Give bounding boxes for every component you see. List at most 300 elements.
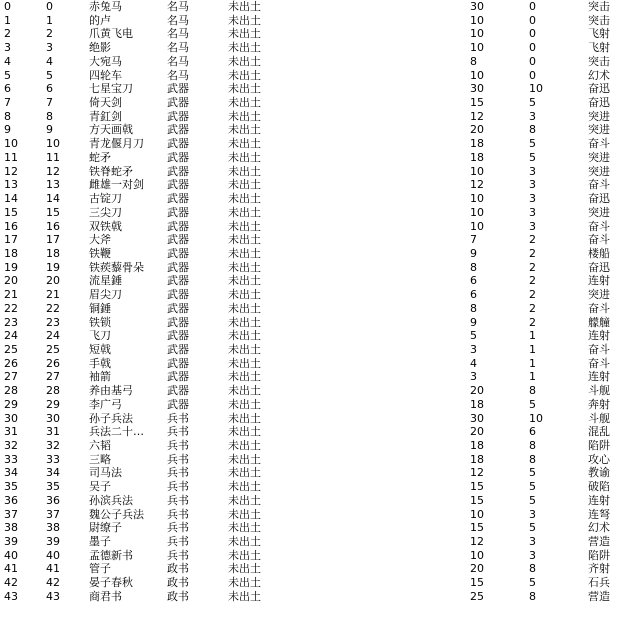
item-type: 武器 xyxy=(167,356,189,370)
item-name: 爪黄飞电 xyxy=(89,27,133,41)
row-index: 35 xyxy=(4,480,18,494)
item-status: 未出土 xyxy=(228,301,261,315)
item-value-1: 20 xyxy=(470,384,484,398)
row-index: 32 xyxy=(4,439,18,452)
item-value-2: 2 xyxy=(529,315,536,329)
row-index: 2 xyxy=(4,27,11,41)
item-status: 未出土 xyxy=(228,507,261,521)
row-index: 31 xyxy=(4,425,18,439)
item-name: 三尖刀 xyxy=(89,205,122,219)
item-skill: 奋斗 xyxy=(588,342,610,356)
item-type: 武器 xyxy=(167,370,189,384)
item-skill: 突击 xyxy=(588,54,610,68)
item-value-2: 0 xyxy=(529,54,536,68)
table-row[interactable] xyxy=(0,165,633,179)
item-type: 名马 xyxy=(167,68,189,82)
item-type: 兵书 xyxy=(167,507,189,521)
item-value-1: 15 xyxy=(470,576,484,590)
item-type: 武器 xyxy=(167,246,189,260)
item-name: 飞刀 xyxy=(89,329,111,343)
item-status: 未出土 xyxy=(228,27,261,41)
item-skill: 突进 xyxy=(588,205,610,219)
row-index: 14 xyxy=(4,192,18,206)
item-status: 未出土 xyxy=(228,0,261,13)
item-status: 未出土 xyxy=(228,164,261,178)
item-status: 未出土 xyxy=(228,329,261,343)
item-value-1: 10 xyxy=(470,41,484,55)
item-skill: 连射 xyxy=(588,329,610,343)
item-value-1: 10 xyxy=(470,205,484,219)
item-value-1: 12 xyxy=(470,109,484,123)
item-status: 未出土 xyxy=(228,342,261,356)
item-type: 政书 xyxy=(167,576,189,590)
item-status: 未出土 xyxy=(228,192,261,206)
item-name: 魏公子兵法 xyxy=(89,507,144,521)
item-id: 31 xyxy=(46,425,60,439)
item-value-1: 15 xyxy=(470,521,484,535)
item-status: 未出土 xyxy=(228,68,261,82)
item-value-1: 10 xyxy=(470,548,484,562)
item-name: 绝影 xyxy=(89,41,111,55)
row-index: 36 xyxy=(4,493,18,507)
row-index: 15 xyxy=(4,205,18,219)
item-skill: 奋斗 xyxy=(588,178,610,192)
row-index: 20 xyxy=(4,274,18,288)
item-value-1: 10 xyxy=(470,507,484,521)
item-value-1: 20 xyxy=(470,562,484,576)
item-id: 34 xyxy=(46,466,60,480)
item-name: 蛇矛 xyxy=(89,150,111,164)
item-status: 未出土 xyxy=(228,370,261,384)
item-id: 10 xyxy=(46,137,60,151)
item-value-1: 15 xyxy=(470,493,484,507)
item-name: 的卢 xyxy=(89,13,111,27)
item-id: 30 xyxy=(46,411,60,425)
item-status: 未出土 xyxy=(228,219,261,233)
item-value-2: 3 xyxy=(529,548,536,562)
item-type: 名马 xyxy=(167,13,189,27)
item-name: 六韬 xyxy=(89,439,111,452)
table-row[interactable] xyxy=(0,590,633,604)
item-id: 39 xyxy=(46,535,60,549)
table-row[interactable] xyxy=(0,562,633,576)
row-index: 9 xyxy=(4,123,11,137)
item-value-2: 5 xyxy=(529,493,536,507)
item-name: 李广弓 xyxy=(89,397,122,411)
item-value-2: 2 xyxy=(529,246,536,260)
table-row[interactable] xyxy=(0,535,633,549)
table-row[interactable] xyxy=(0,123,633,137)
item-skill: 突击 xyxy=(588,13,610,27)
item-skill: 奋斗 xyxy=(588,233,610,247)
row-index: 11 xyxy=(4,150,18,164)
table-row[interactable] xyxy=(0,192,633,206)
table-row[interactable] xyxy=(0,549,633,563)
item-id: 8 xyxy=(46,109,53,123)
item-status: 未出土 xyxy=(228,480,261,494)
item-skill: 斗舰 xyxy=(588,411,610,425)
item-value-2: 8 xyxy=(529,439,536,452)
item-status: 未出土 xyxy=(228,315,261,329)
item-status: 未出土 xyxy=(228,452,261,466)
item-name: 铁蒺藜骨朵 xyxy=(89,260,144,274)
item-value-2: 5 xyxy=(529,96,536,110)
row-index: 8 xyxy=(4,109,11,123)
item-type: 武器 xyxy=(167,82,189,96)
item-skill: 连射 xyxy=(588,274,610,288)
item-id: 29 xyxy=(46,397,60,411)
table-row[interactable] xyxy=(0,220,633,234)
item-status: 未出土 xyxy=(228,205,261,219)
item-value-2: 3 xyxy=(529,192,536,206)
table-row[interactable] xyxy=(0,247,633,261)
item-value-2: 3 xyxy=(529,535,536,549)
item-skill: 破陷 xyxy=(588,480,610,494)
item-skill: 石兵 xyxy=(588,576,610,590)
item-type: 武器 xyxy=(167,233,189,247)
row-index: 26 xyxy=(4,356,18,370)
item-skill: 奋斗 xyxy=(588,301,610,315)
item-status: 未出土 xyxy=(228,137,261,151)
item-type: 兵书 xyxy=(167,480,189,494)
item-status: 未出土 xyxy=(228,178,261,192)
item-name: 铁锁 xyxy=(89,315,111,329)
table-row[interactable] xyxy=(0,370,633,384)
item-name: 铜錘 xyxy=(89,301,111,315)
item-name: 司马法 xyxy=(89,466,122,480)
item-skill: 突进 xyxy=(588,288,610,302)
item-type: 武器 xyxy=(167,260,189,274)
item-value-2: 1 xyxy=(529,329,536,343)
row-index: 43 xyxy=(4,589,18,603)
item-status: 未出土 xyxy=(228,576,261,590)
table-row[interactable] xyxy=(0,521,633,535)
item-status: 未出土 xyxy=(228,411,261,425)
item-value-1: 8 xyxy=(470,260,477,274)
table-row[interactable] xyxy=(0,425,633,439)
table-row[interactable] xyxy=(0,466,633,480)
item-id: 6 xyxy=(46,82,53,96)
item-name: 短戟 xyxy=(89,342,111,356)
item-type: 政书 xyxy=(167,562,189,576)
item-id: 5 xyxy=(46,68,53,82)
item-type: 兵书 xyxy=(167,535,189,549)
item-type: 兵书 xyxy=(167,493,189,507)
item-status: 未出土 xyxy=(228,493,261,507)
item-id: 7 xyxy=(46,96,53,110)
item-name: 墨子 xyxy=(89,535,111,549)
item-id: 21 xyxy=(46,288,60,302)
table-row[interactable] xyxy=(0,178,633,192)
item-value-1: 20 xyxy=(470,123,484,137)
item-name: 孟德新书 xyxy=(89,548,133,562)
item-type: 兵书 xyxy=(167,521,189,535)
item-skill: 连弩 xyxy=(588,507,610,521)
item-skill: 奋迅 xyxy=(588,192,610,206)
row-index: 18 xyxy=(4,246,18,260)
item-id: 1 xyxy=(46,13,53,27)
table-row[interactable] xyxy=(0,96,633,110)
table-row[interactable] xyxy=(0,357,633,371)
table-row[interactable] xyxy=(0,439,633,453)
item-value-1: 18 xyxy=(470,452,484,466)
item-value-1: 18 xyxy=(470,137,484,151)
item-skill: 突进 xyxy=(588,150,610,164)
item-value-2: 1 xyxy=(529,370,536,384)
item-value-2: 1 xyxy=(529,342,536,356)
item-value-1: 18 xyxy=(470,397,484,411)
item-name: 铁脊蛇矛 xyxy=(89,164,133,178)
item-value-1: 5 xyxy=(470,329,477,343)
item-value-1: 12 xyxy=(470,535,484,549)
item-name: 方天画戟 xyxy=(89,123,133,137)
table-row[interactable] xyxy=(0,69,633,83)
row-index: 10 xyxy=(4,137,18,151)
row-index: 16 xyxy=(4,219,18,233)
item-id: 15 xyxy=(46,205,60,219)
item-name: 倚天剑 xyxy=(89,96,122,110)
item-value-2: 0 xyxy=(529,68,536,82)
item-name: 养由基弓 xyxy=(89,384,133,398)
table-row[interactable] xyxy=(0,0,633,14)
item-name: 管子 xyxy=(89,562,111,576)
row-index: 38 xyxy=(4,521,18,535)
item-value-2: 0 xyxy=(529,27,536,41)
item-value-2: 2 xyxy=(529,288,536,302)
table-row[interactable] xyxy=(0,233,633,247)
item-name: 雌雄一对剑 xyxy=(89,178,144,192)
item-skill: 突进 xyxy=(588,109,610,123)
item-status: 未出土 xyxy=(228,96,261,110)
item-status: 未出土 xyxy=(228,589,261,603)
item-value-1: 6 xyxy=(470,288,477,302)
table-row[interactable] xyxy=(0,206,633,220)
table-row[interactable] xyxy=(0,137,633,151)
item-value-1: 9 xyxy=(470,315,477,329)
item-status: 未出土 xyxy=(228,466,261,480)
item-skill: 齐射 xyxy=(588,562,610,576)
item-value-2: 3 xyxy=(529,205,536,219)
item-type: 武器 xyxy=(167,205,189,219)
item-name: 大斧 xyxy=(89,233,111,247)
row-index: 30 xyxy=(4,411,18,425)
item-value-2: 5 xyxy=(529,521,536,535)
item-id: 32 xyxy=(46,439,60,452)
item-type: 武器 xyxy=(167,288,189,302)
row-index: 5 xyxy=(4,68,11,82)
table-row[interactable] xyxy=(0,480,633,494)
row-index: 29 xyxy=(4,397,18,411)
item-id: 2 xyxy=(46,27,53,41)
item-name: 孙滨兵法 xyxy=(89,493,133,507)
item-name: 晏子春秋 xyxy=(89,576,133,590)
row-index: 1 xyxy=(4,13,11,27)
item-value-2: 3 xyxy=(529,219,536,233)
item-skill: 奋迅 xyxy=(588,96,610,110)
item-type: 政书 xyxy=(167,589,189,603)
table-row[interactable] xyxy=(0,274,633,288)
item-id: 26 xyxy=(46,356,60,370)
row-index: 41 xyxy=(4,562,18,576)
item-status: 未出土 xyxy=(228,274,261,288)
item-value-2: 8 xyxy=(529,562,536,576)
item-id: 12 xyxy=(46,164,60,178)
item-value-2: 6 xyxy=(529,425,536,439)
item-value-1: 4 xyxy=(470,356,477,370)
item-type: 武器 xyxy=(167,329,189,343)
item-id: 3 xyxy=(46,41,53,55)
item-id: 27 xyxy=(46,370,60,384)
item-type: 武器 xyxy=(167,164,189,178)
item-skill: 艨艟 xyxy=(588,315,610,329)
table-row[interactable] xyxy=(0,82,633,96)
table-row[interactable] xyxy=(0,151,633,165)
item-type: 武器 xyxy=(167,384,189,398)
row-index: 25 xyxy=(4,342,18,356)
item-skill: 攻心 xyxy=(588,452,610,466)
item-value-2: 8 xyxy=(529,452,536,466)
item-name: 大宛马 xyxy=(89,54,122,68)
item-status: 未出土 xyxy=(228,384,261,398)
item-value-2: 3 xyxy=(529,109,536,123)
item-id: 19 xyxy=(46,260,60,274)
item-skill: 陷阱 xyxy=(588,439,610,452)
item-name: 赤兔马 xyxy=(89,0,122,13)
item-skill: 连射 xyxy=(588,493,610,507)
item-value-1: 10 xyxy=(470,219,484,233)
item-type: 武器 xyxy=(167,397,189,411)
item-value-1: 3 xyxy=(470,370,477,384)
table-row[interactable] xyxy=(0,288,633,302)
table-row[interactable] xyxy=(0,384,633,398)
item-skill: 混乱 xyxy=(588,425,610,439)
item-name: 古锭刀 xyxy=(89,192,122,206)
item-name: 四轮车 xyxy=(89,68,122,82)
item-status: 未出土 xyxy=(228,54,261,68)
table-row[interactable] xyxy=(0,14,633,28)
item-status: 未出土 xyxy=(228,521,261,535)
item-type: 武器 xyxy=(167,123,189,137)
item-id: 18 xyxy=(46,246,60,260)
item-id: 16 xyxy=(46,219,60,233)
table-row[interactable] xyxy=(0,316,633,330)
item-skill: 连射 xyxy=(588,370,610,384)
item-value-1: 7 xyxy=(470,233,477,247)
item-name: 眉尖刀 xyxy=(89,288,122,302)
row-index: 6 xyxy=(4,82,11,96)
table-row[interactable] xyxy=(0,453,633,467)
item-value-1: 30 xyxy=(470,82,484,96)
row-index: 40 xyxy=(4,548,18,562)
item-skill: 奋迅 xyxy=(588,260,610,274)
table-row[interactable] xyxy=(0,412,633,426)
item-value-2: 5 xyxy=(529,397,536,411)
item-name: 商君书 xyxy=(89,589,122,603)
item-skill: 斗舰 xyxy=(588,384,610,398)
item-type: 兵书 xyxy=(167,425,189,439)
table-row[interactable] xyxy=(0,261,633,275)
table-row[interactable] xyxy=(0,508,633,522)
item-name: 吴子 xyxy=(89,480,111,494)
item-type: 兵书 xyxy=(167,452,189,466)
item-value-1: 8 xyxy=(470,301,477,315)
item-skill: 教谕 xyxy=(588,466,610,480)
item-value-1: 18 xyxy=(470,439,484,452)
item-status: 未出土 xyxy=(228,150,261,164)
item-skill: 奋斗 xyxy=(588,137,610,151)
item-value-2: 5 xyxy=(529,576,536,590)
item-value-1: 6 xyxy=(470,274,477,288)
item-type: 武器 xyxy=(167,150,189,164)
item-type: 武器 xyxy=(167,109,189,123)
item-type: 武器 xyxy=(167,192,189,206)
item-skill: 飞射 xyxy=(588,27,610,41)
item-status: 未出土 xyxy=(228,82,261,96)
item-type: 名马 xyxy=(167,0,189,13)
item-id: 23 xyxy=(46,315,60,329)
row-index: 4 xyxy=(4,54,11,68)
table-row[interactable] xyxy=(0,110,633,124)
item-name: 流星錘 xyxy=(89,274,122,288)
item-value-2: 0 xyxy=(529,13,536,27)
item-status: 未出土 xyxy=(228,246,261,260)
item-name: 手戟 xyxy=(89,356,111,370)
item-value-2: 3 xyxy=(529,178,536,192)
item-id: 25 xyxy=(46,342,60,356)
row-index: 13 xyxy=(4,178,18,192)
item-value-1: 10 xyxy=(470,13,484,27)
item-value-2: 2 xyxy=(529,233,536,247)
item-value-2: 5 xyxy=(529,480,536,494)
item-value-2: 3 xyxy=(529,507,536,521)
item-id: 22 xyxy=(46,301,60,315)
row-index: 12 xyxy=(4,164,18,178)
item-status: 未出土 xyxy=(228,439,261,452)
table-row[interactable] xyxy=(0,27,633,41)
table-row[interactable] xyxy=(0,41,633,55)
item-value-1: 10 xyxy=(470,68,484,82)
item-name: 双铁戟 xyxy=(89,219,122,233)
table-row[interactable] xyxy=(0,343,633,357)
table-row[interactable] xyxy=(0,329,633,343)
table-row[interactable] xyxy=(0,55,633,69)
table-row[interactable] xyxy=(0,398,633,412)
item-id: 24 xyxy=(46,329,60,343)
item-status: 未出土 xyxy=(228,535,261,549)
item-skill: 飞射 xyxy=(588,41,610,55)
item-id: 11 xyxy=(46,150,60,164)
item-status: 未出土 xyxy=(228,562,261,576)
item-value-2: 5 xyxy=(529,137,536,151)
item-value-1: 15 xyxy=(470,480,484,494)
table-row[interactable] xyxy=(0,576,633,590)
item-id: 9 xyxy=(46,123,53,137)
item-value-2: 8 xyxy=(529,123,536,137)
item-skill: 营造 xyxy=(588,589,610,603)
table-row[interactable] xyxy=(0,494,633,508)
item-type: 武器 xyxy=(167,219,189,233)
item-name: 兵法二十… xyxy=(89,425,144,439)
row-index: 39 xyxy=(4,535,18,549)
item-skill: 陷阱 xyxy=(588,548,610,562)
item-name: 青龙偃月刀 xyxy=(89,137,144,151)
row-index: 19 xyxy=(4,260,18,274)
item-id: 38 xyxy=(46,521,60,535)
item-id: 20 xyxy=(46,274,60,288)
item-value-1: 18 xyxy=(470,150,484,164)
item-id: 43 xyxy=(46,589,60,603)
table-row[interactable] xyxy=(0,302,633,316)
